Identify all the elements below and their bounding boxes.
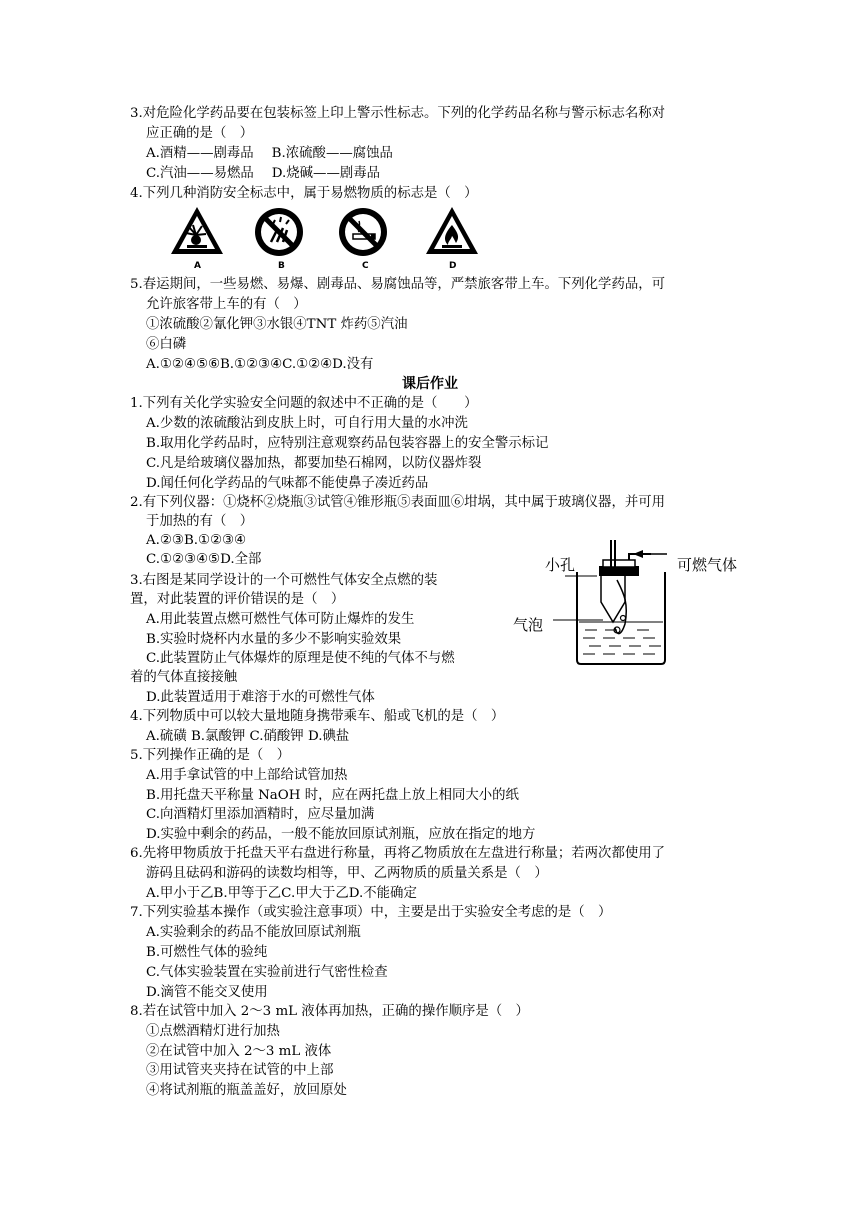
option-b: B.实验时烧杯内水量的多少不影响实验效果 [146, 632, 402, 647]
question-3-stem: 3.对危险化学药品要在包装标签上印上警示性标志。下列的化学药品名称与警示标志名称对 [130, 106, 666, 121]
option-a: A.②③ [146, 533, 184, 548]
option-d: D.全部 [220, 552, 262, 567]
option-a: A.实验剩余的药品不能放回原试剂瓶 [146, 925, 361, 940]
hw-question-3-stem-cont: 置，对此装置的评价错误的是（ ） [130, 592, 345, 607]
hw-question-2-stem-cont: 于加热的有（ ） [146, 514, 254, 529]
option-c: C.凡是给玻璃仪器加热，都要加垫石棉网，以防仪器炸裂 [146, 456, 482, 471]
option-b: B.用托盘天平称量 NaOH 时，应在两托盘上放上相同大小的纸 [146, 788, 519, 803]
hw-question-2-options-cd [146, 550, 261, 569]
option-c: C.汽油——易燃品 [146, 166, 254, 181]
option-b: B.甲等于乙 [213, 886, 282, 901]
option-d: D.不能确定 [348, 886, 417, 901]
question-3-options-ab [146, 144, 393, 163]
option-b: B.取用化学药品时，应特别注意观察药品包装容器上的安全警示标记 [146, 436, 549, 451]
hw-question-4-options: A.硫磺 B.氯酸钾 C.硝酸钾 D.碘盐 [146, 729, 350, 744]
sign-label-a: A [194, 261, 201, 271]
label-small-hole: 小孔 [545, 556, 576, 574]
question-4-stem: 4.下列几种消防安全标志中，属于易燃物质的标志是（ ） [130, 186, 478, 201]
option-a: A.用手拿试管的中上部给试管加热 [146, 768, 348, 783]
gas-ignition-apparatus-figure [505, 532, 755, 672]
hw-question-6-stem-cont: 游码且砝码和游码的读数均相等，甲、乙两物质的质量关系是（ ） [146, 866, 548, 881]
option-c: C.气体实验装置在实验前进行气密性检查 [146, 965, 388, 980]
hw-question-2-options-ab [146, 531, 246, 550]
hw-question-8-stem: 8.若在试管中加入 2～3 mL 液体再加热，正确的操作顺序是（ ） [130, 1004, 529, 1019]
option-a: A.①②④⑤⑥ [146, 357, 220, 372]
flammable-warning-icon [424, 205, 480, 257]
step-4: ④将试剂瓶的瓶盖盖好，放回原处 [146, 1083, 347, 1098]
no-smoking-icon [337, 206, 389, 258]
sign-label-b: B [278, 261, 285, 271]
question-5-stem-cont: 允许旅客带上车的有（ ） [146, 297, 307, 312]
option-d: D.没有 [332, 357, 374, 372]
option-c: C.甲大于乙 [281, 886, 349, 901]
question-3-options-cd [146, 164, 380, 183]
step-2: ②在试管中加入 2～3 mL 液体 [146, 1044, 332, 1059]
option-d: D.烧碱——剧毒品 [271, 166, 381, 181]
question-5-items-cont: ⑥白磷 [146, 337, 187, 352]
label-bubble: 气泡 [513, 616, 544, 634]
option-b: B.可燃性气体的验纯 [146, 945, 268, 960]
sign-label-d: D [449, 261, 457, 271]
option-b: B.①②③④ [219, 357, 283, 372]
option-d: D.此装置适用于难溶于水的可燃性气体 [146, 690, 375, 705]
option-b: B.①②③④ [183, 533, 247, 548]
question-5-items: ①浓硫酸②氰化钾③水银④TNT 炸药⑤汽油 [146, 317, 408, 332]
hw-question-3-stem: 3.右图是某同学设计的一个可燃性气体安全点燃的装 [130, 573, 438, 588]
option-c: C.此装置防止气体爆炸的原理是使不纯的气体不与燃 [146, 651, 455, 666]
hw-question-5-stem: 5.下列操作正确的是（ ） [130, 748, 291, 763]
explosive-warning-icon [169, 205, 225, 257]
step-1: ①点燃酒精灯进行加热 [146, 1024, 280, 1039]
hw-question-4-stem: 4.下列物质中可以较大量地随身携带乘车、船或飞机的是（ ） [130, 709, 505, 724]
label-combustible-gas: 可燃气体 [677, 556, 738, 574]
option-a: A.甲小于乙 [146, 886, 214, 901]
hw-question-1-stem: 1.下列有关化学实验安全问题的叙述中不正确的是（ ） [130, 396, 478, 411]
hw-question-7-stem: 7.下列实验基本操作（或实验注意事项）中，主要是出于实验安全考虑的是（ ） [130, 905, 612, 920]
option-a: A.少数的浓硫酸沾到皮肤上时，可自行用大量的水冲洗 [146, 416, 468, 431]
section-title: 课后作业 [402, 376, 458, 392]
option-d: D.实验中剩余的药品，一般不能放回原试剂瓶，应放在指定的地方 [146, 827, 536, 842]
option-d: D.闻任何化学药品的气味都不能使鼻子凑近药品 [146, 476, 429, 491]
hw-question-6-stem: 6.先将甲物质放于托盘天平右盘进行称量，再将乙物质放在左盘进行称量；若两次都使用了 [130, 846, 666, 861]
option-c: C.向酒精灯里添加酒精时，应尽量加满 [146, 807, 375, 822]
option-a: A.用此装置点燃可燃性气体可防止爆炸的发生 [146, 612, 415, 627]
hw-question-2-stem: 2.有下列仪器：①烧杯②烧瓶③试管④锥形瓶⑤表面皿⑥坩埚，其中属于玻璃仪器，并可用 [130, 495, 666, 510]
hw-question-6-options [146, 884, 417, 903]
option-c: C.①②③④⑤ [146, 552, 221, 567]
option-d: D.滴管不能交叉使用 [146, 985, 268, 1000]
apparatus-drawing [505, 532, 755, 672]
no-fireworks-icon [253, 206, 305, 258]
option-b: B.浓硫酸——腐蚀品 [271, 146, 393, 161]
option-c-cont: 着的气体直接接触 [130, 670, 238, 685]
question-5-options [146, 355, 373, 374]
sign-label-c: C [362, 261, 369, 271]
option-a: A.酒精——剧毒品 [146, 146, 254, 161]
question-3-stem-cont: 应正确的是（ ） [146, 126, 254, 141]
option-c: C.①②④ [282, 357, 333, 372]
question-5-stem: 5.春运期间，一些易燃、易爆、剧毒品、易腐蚀品等，严禁旅客带上车。下列化学药品，可 [130, 277, 666, 292]
step-3: ③用试管夹夹持在试管的中上部 [146, 1063, 334, 1078]
